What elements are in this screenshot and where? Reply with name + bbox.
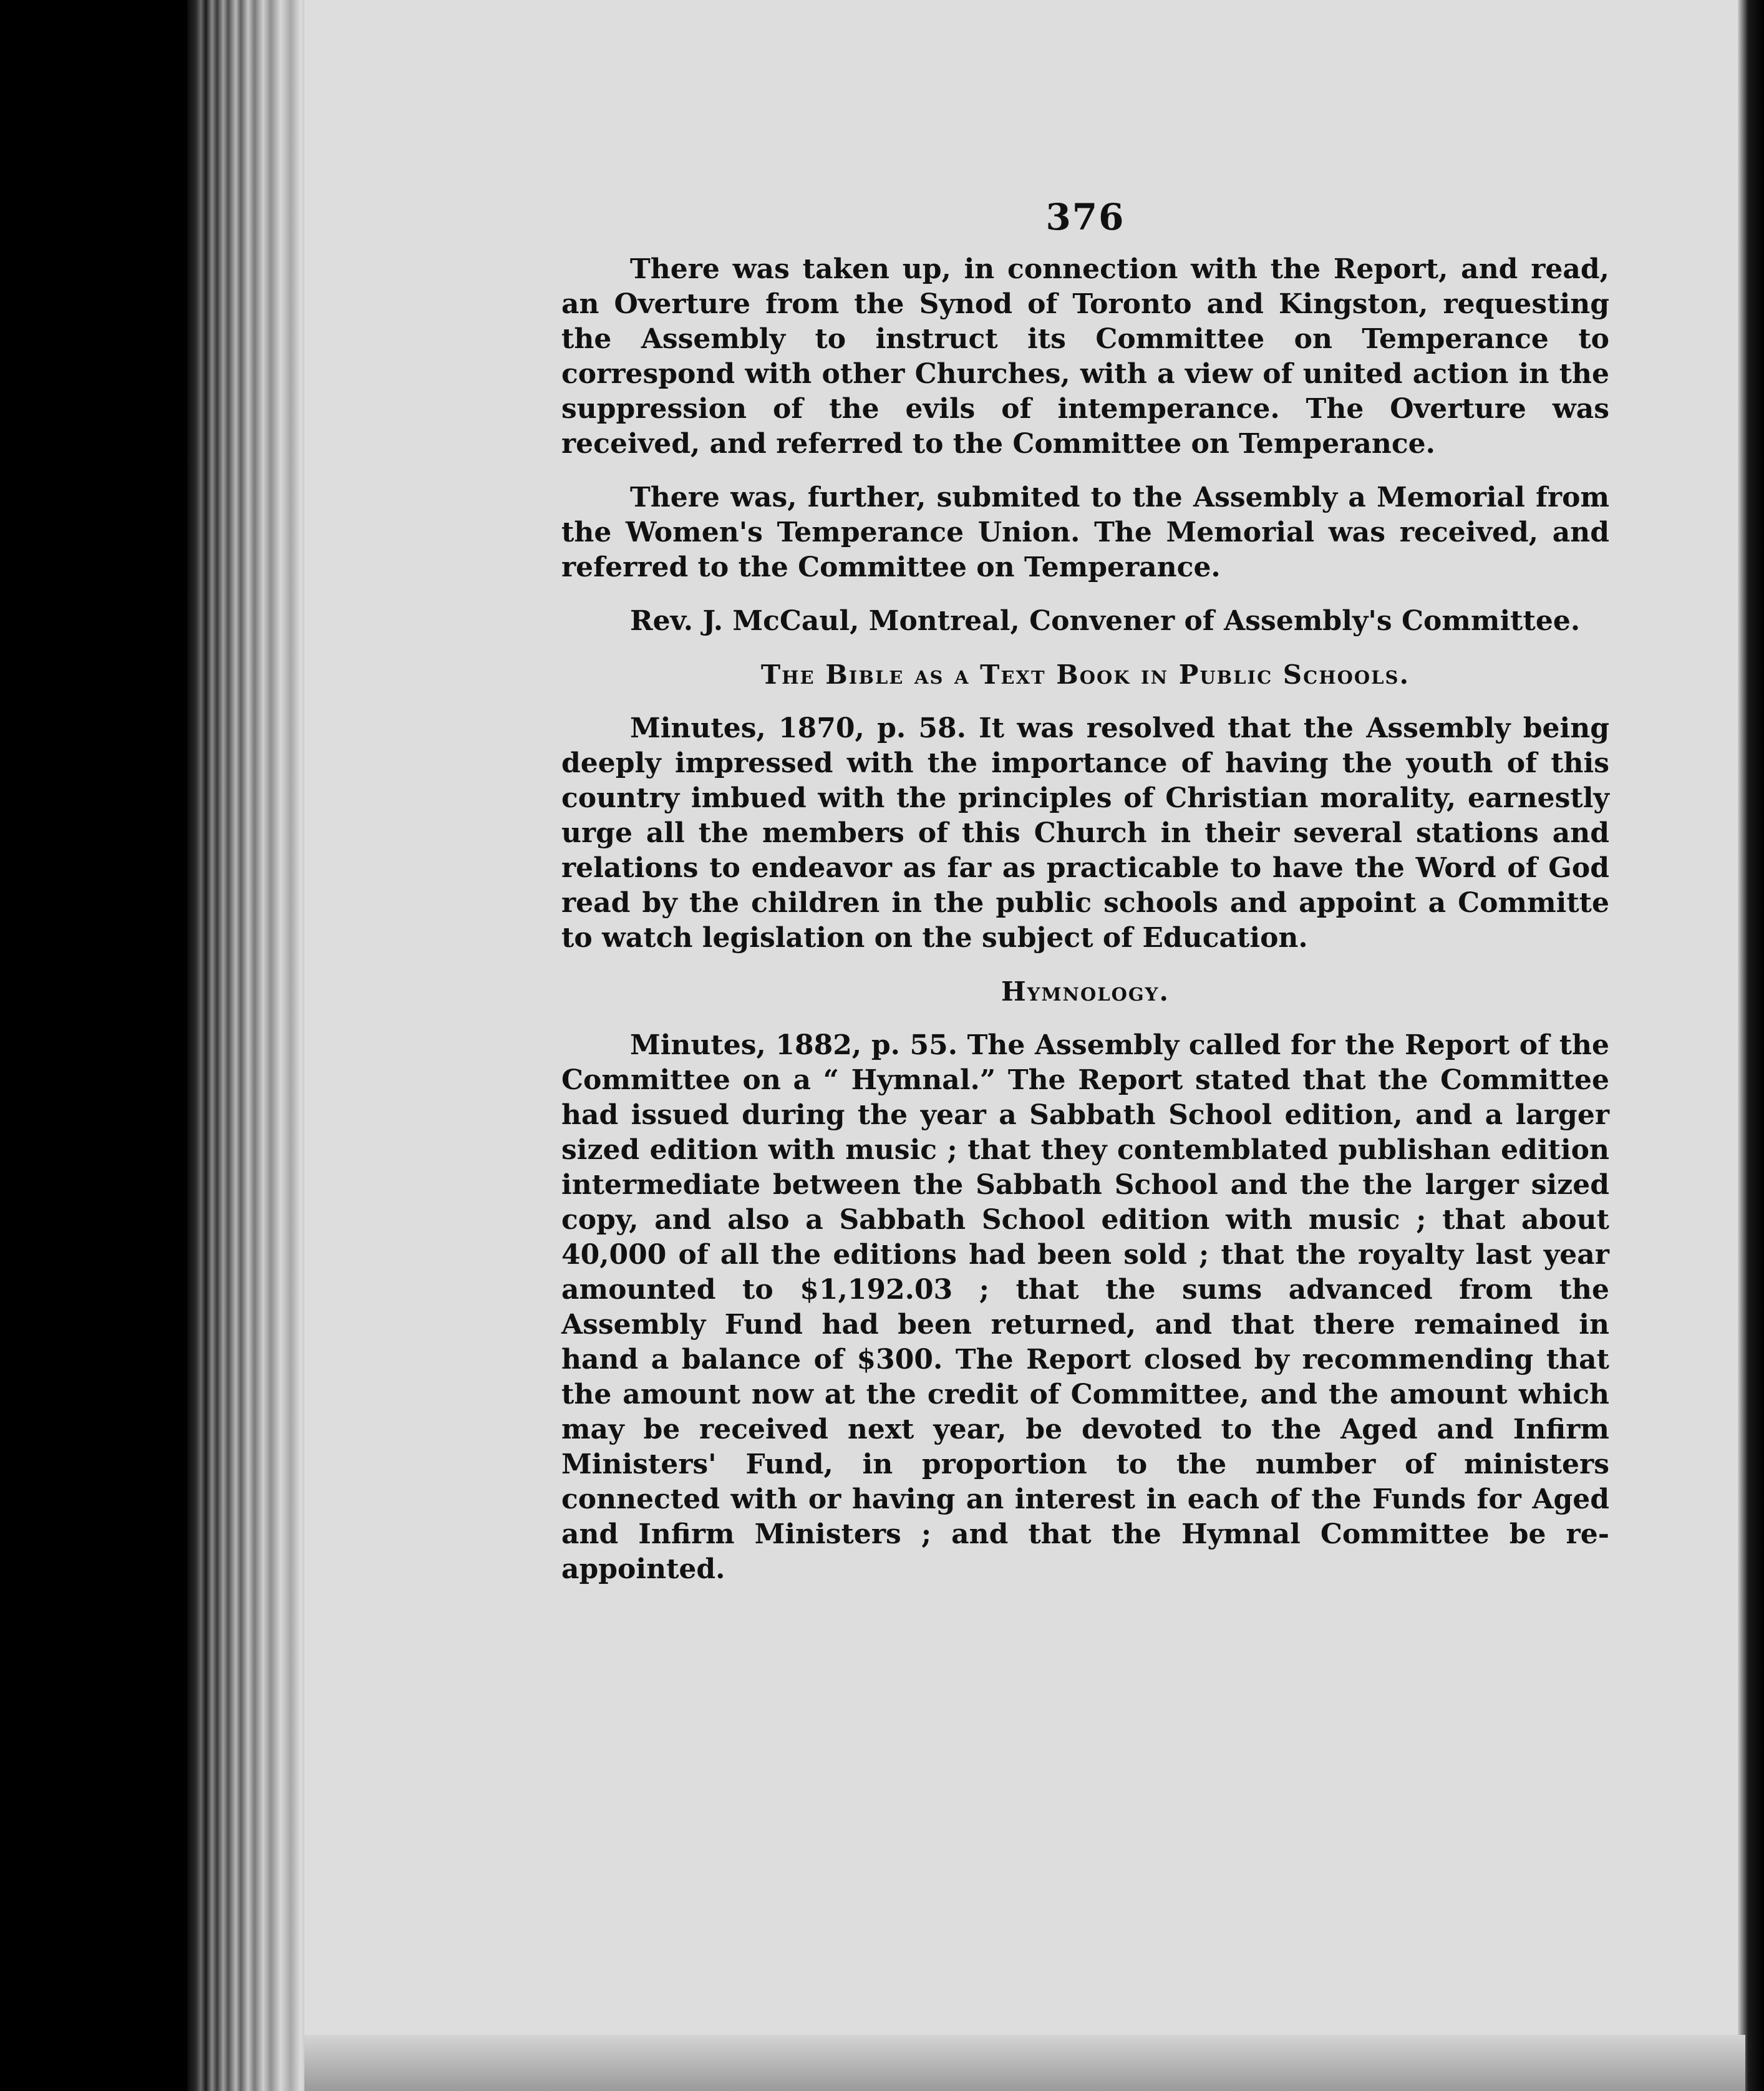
paragraph-hymnology-minutes: Minutes, 1882, p. 55. The Assembly called for the Report of the Committee on a “ Hymnal.” The Report stated that the Committee had issued during the year a Sabbath School edition, and a larger sized edition with music ; that they contemblated publishan edition intermediate between the Sabbath School and the the larger sized copy, and also a Sabbath School edition with music ; that about 40,000 of all the editions had been sold ; that the royalty last year amounted to $1,192.03 ; that the sums advanced from the Assembly Fund had been returned, and that there remained in hand a balance of $300. The Report closed by recommending that the amount now at the credit of Committee, and the amount which may be received next year, be devoted to the Aged and Infirm Ministers' Fund, in proportion to the number of ministers connected with or having an interest in each of the Funds for Aged and Infirm Ministers ; and that the Hymnal Committee be re-appointed. (561, 1029, 1609, 1585)
paragraph-bible-minutes: Minutes, 1870, p. 58. It was resolved that the Assembly being deeply impressed with the importance of having the youth of this country imbued with the principles of Christian morality, earnestly urge all the members of this Church in their several stations and relations to endeavor as far as practicable to have the Word of God read by the children in the public schools and appoint a Committe to watch legislation on the subject of Education. (561, 712, 1609, 954)
paragraph-memorial: There was, further, submited to the Assembly a Memorial from the Women's Temperance Union. The Memorial was received, and referred to the Committee on Temperance. (561, 482, 1609, 583)
page-number: 376 (1045, 196, 1125, 238)
paragraph-convener: Rev. J. McCaul, Montreal, Convener of Assembly's Committee. (630, 605, 1581, 637)
book-binding (187, 0, 306, 2091)
paragraph-overture: There was taken up, in connection with the Report, and read, an Overture from the Synod of Toronto and Kingston, requesting the Assembly to instruct its Committee on Temperance to correspond with other Churches, with a view of united action in the suppression of the evils of intemperance. The Overture was received, and referred to the Committee on Temperance. (561, 253, 1609, 460)
right-page-edge (1738, 0, 1764, 2091)
text-column (561, 196, 1609, 1606)
bottom-page-edge (304, 2035, 1745, 2091)
heading-hymnology: Hymnology. (1001, 976, 1170, 1007)
heading-bible-text-book: The Bible as a Text Book in Public Schools. (760, 659, 1410, 690)
